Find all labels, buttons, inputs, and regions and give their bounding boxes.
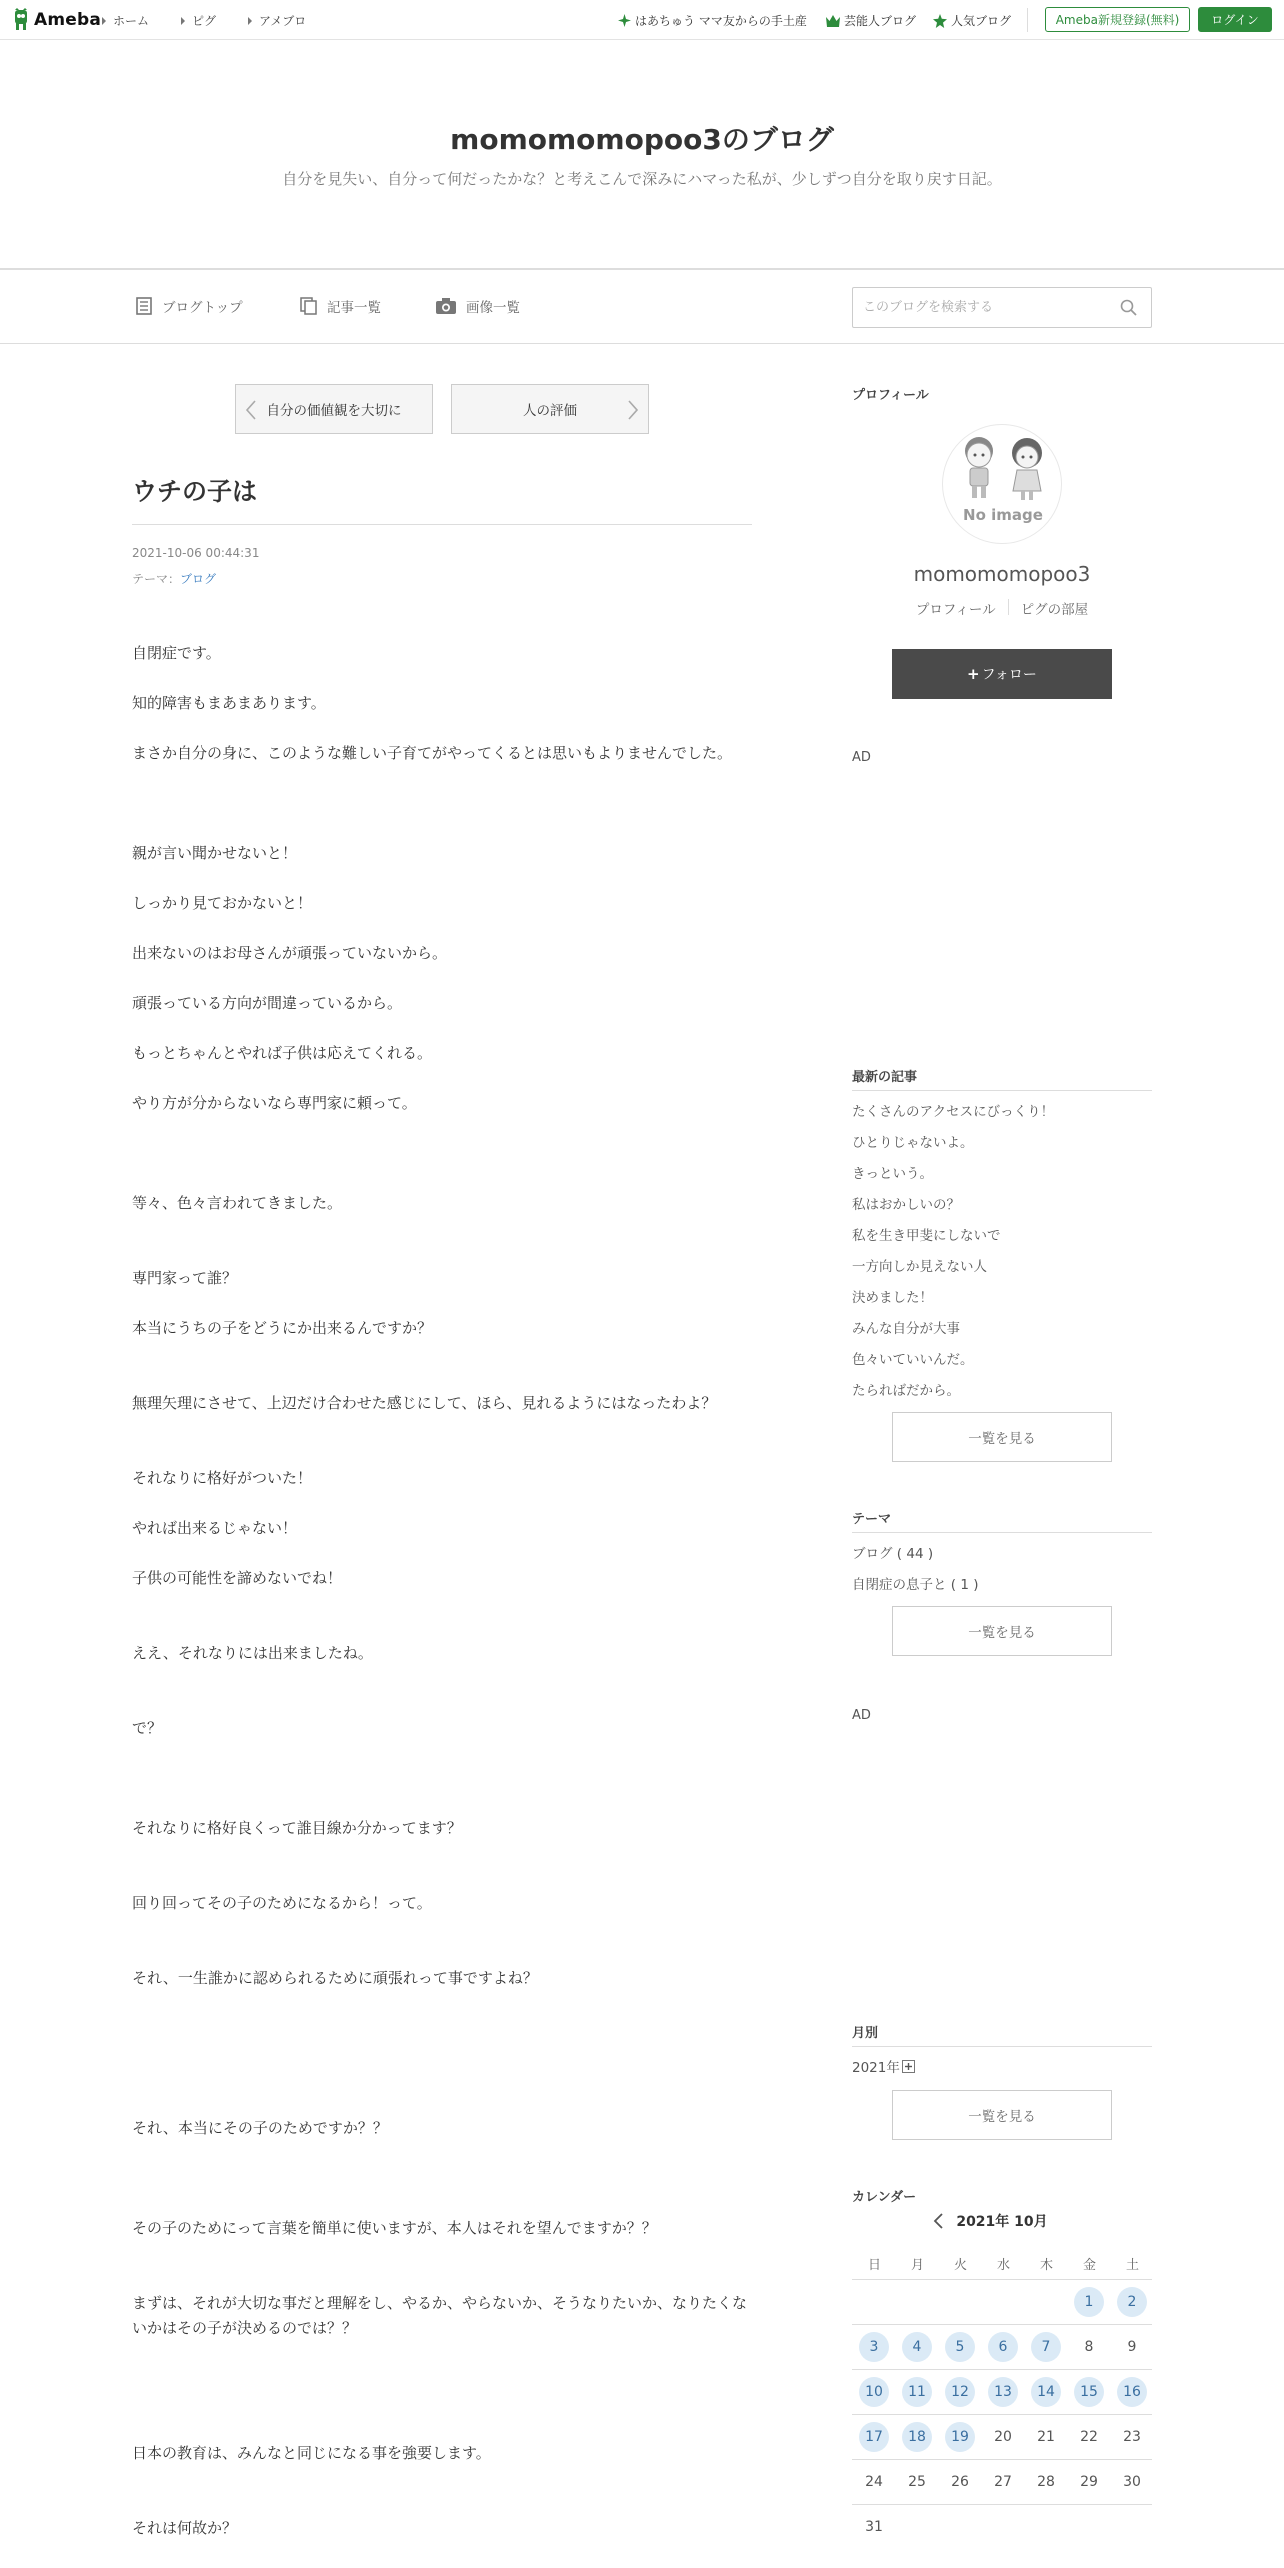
global-header: [0, 0, 1284, 40]
nav-entry-list[interactable]: [300, 296, 381, 316]
recent-entry-link[interactable]: 決めました！: [852, 1290, 933, 1306]
promo-link-celebrity[interactable]: [826, 12, 916, 29]
entry-date: 2021-10-06 00:44:31: [132, 546, 260, 560]
blog-description: 自分を見失い、自分って何だったかな？と考えこんで深みにハマった私が、少しずつ自分を取り戻す日記。: [282, 170, 1002, 188]
next-entry-button[interactable]: [451, 384, 649, 434]
global-nav-home[interactable]: [102, 12, 149, 29]
login-button[interactable]: ログイン: [1198, 7, 1272, 32]
recent-entry-link[interactable]: みんな自分が大事: [852, 1321, 960, 1337]
entry-paragraph: 出来ないのはお母さんが頑張っていないから。: [132, 944, 448, 962]
calendar-week-row: [852, 2370, 1152, 2415]
theme-link[interactable]: ブログ: [180, 572, 217, 586]
year-label: 2021年: [852, 2060, 900, 2076]
entry-paragraph: 子供の可能性を諦めないでね！: [132, 1569, 343, 1587]
calendar-heading: カレンダー: [852, 2190, 917, 2205]
blog-search-box: [852, 287, 1152, 328]
entry-paragraph: もっとちゃんとやれば子供は応えてくれる。: [132, 1044, 433, 1062]
calendar-day[interactable]: 7: [1031, 2332, 1061, 2362]
calendar-weekday: 水: [996, 2258, 1010, 2273]
calendar-day: 29: [1080, 2474, 1098, 2490]
global-nav-ameblo[interactable]: [248, 12, 306, 29]
entry-paragraph: 自閉症です。: [132, 644, 221, 662]
nav-label: アメブロ: [259, 14, 307, 28]
entry-theme: [132, 570, 216, 587]
theme-link[interactable]: ブログ ( 44 ): [852, 1546, 934, 1562]
entry-paragraph: その子のためにって言葉を簡単に使いますが、本人はそれを望んでますか？？: [132, 2219, 657, 2237]
caret-right-icon: [181, 17, 185, 25]
calendar-weekday: 日: [867, 2258, 881, 2273]
entry-paragraph: まずは、それが大切な事だと理解をし、やるか、やらないか、そうなりたいか、なりたくないかはその子が決めるのでは？？: [132, 2294, 748, 2337]
link-divider: [1008, 599, 1009, 615]
nav-label: ピグ: [192, 14, 217, 28]
title-divider: [132, 524, 752, 525]
entry-paragraph: ええ、それなりには出来ましたね。: [132, 1644, 373, 1662]
document-icon: [136, 297, 152, 315]
ad-label: AD: [852, 1708, 871, 1723]
calendar-weekday: 土: [1125, 2258, 1139, 2273]
calendar-day: 22: [1080, 2429, 1098, 2445]
prev-entry-button[interactable]: [235, 384, 433, 434]
nav-image-list[interactable]: [436, 296, 520, 316]
entry-paragraph: 無理矢理にさせて、上辺だけ合わせた感じにして、ほら、見れるようにはなったわよ？: [132, 1394, 717, 1412]
caret-right-icon: [102, 17, 106, 25]
recent-entries-heading: 最新の記事: [852, 1070, 918, 1085]
plus-icon: +: [967, 665, 980, 683]
calendar-day: 28: [1037, 2474, 1055, 2490]
calendar-day[interactable]: 5: [945, 2332, 975, 2362]
calendar-day: 23: [1123, 2429, 1141, 2445]
year-toggle[interactable]: [852, 2056, 915, 2076]
nav-item-label: 記事一覧: [327, 300, 381, 316]
calendar-day[interactable]: 13: [988, 2377, 1018, 2407]
nav-item-label: 画像一覧: [466, 300, 520, 316]
recent-entry-link[interactable]: 私を生き甲斐にしないで: [852, 1228, 1001, 1244]
monthly-more-button[interactable]: 一覧を見る: [892, 2090, 1112, 2140]
promo-label: はあちゅう ママ友からの手土産: [635, 14, 807, 28]
register-button[interactable]: Ameba新規登録(無料): [1045, 7, 1190, 32]
calendar-weekday: 月: [910, 2258, 924, 2273]
calendar-day: 24: [865, 2474, 883, 2490]
recent-entry-link[interactable]: 色々いていいんだ。: [852, 1352, 974, 1368]
next-entry-label: 人の評価: [523, 403, 577, 419]
entry-paragraph: それなりに格好良くって誰目線か分かってます？: [132, 1819, 462, 1837]
calendar-week-row: [852, 2415, 1152, 2460]
calendar-day[interactable]: 17: [859, 2422, 889, 2452]
profile-name[interactable]: momomomopoo3: [913, 562, 1091, 586]
blog-search-input[interactable]: [853, 288, 1103, 327]
crown-icon: [826, 15, 840, 27]
entry-paragraph: 本当にうちの子をどうにか出来るんですか？: [132, 1319, 433, 1337]
avatar-caption: No image: [963, 506, 1043, 524]
camera-icon: [436, 298, 456, 314]
monthly-heading: 月別: [852, 2026, 879, 2041]
calendar-day: 25: [908, 2474, 926, 2490]
calendar-day: 31: [865, 2519, 883, 2535]
calendar-day: 21: [1037, 2429, 1055, 2445]
ad-label: AD: [852, 750, 871, 765]
section-divider: [852, 1532, 1152, 1533]
calendar-day: 9: [1127, 2339, 1137, 2355]
entry-paragraph: 頑張っている方向が間違っているから。: [132, 994, 403, 1012]
entry-paragraph: で？: [132, 1719, 163, 1737]
recent-entry-link[interactable]: たくさんのアクセスにびっくり！: [852, 1104, 1055, 1120]
calendar-day: 8: [1084, 2339, 1094, 2355]
entry-paragraph: しっかり見ておかないと！: [132, 894, 313, 912]
entry-paragraph: 親が言い聞かせないと！: [132, 844, 298, 862]
section-divider: [852, 2046, 1152, 2047]
nav-label: ホーム: [113, 14, 150, 28]
blog-title[interactable]: momomomopoo3のブログ: [450, 123, 834, 156]
entry-paragraph: 等々、色々言われてきました。: [132, 1194, 343, 1212]
calendar-day[interactable]: 18: [902, 2422, 932, 2452]
follow-button[interactable]: [892, 649, 1112, 699]
star-icon: [933, 14, 947, 28]
calendar-day: 20: [994, 2429, 1012, 2445]
profile-links: [852, 598, 1152, 618]
calendar-week-row: [852, 2325, 1152, 2370]
profile-link[interactable]: プロフィール: [915, 602, 996, 618]
nav-blog-top[interactable]: [136, 296, 243, 316]
promo-label: 人気ブログ: [951, 14, 1012, 28]
recent-entry-link[interactable]: 私はおかしいの？: [852, 1197, 960, 1213]
calendar-day[interactable]: 15: [1074, 2377, 1104, 2407]
theme-more-button[interactable]: 一覧を見る: [892, 1606, 1112, 1656]
blog-header: [0, 40, 1284, 270]
entry-paragraph: それ、本当にその子のためですか？？: [132, 2119, 388, 2137]
blog-nav: [0, 270, 1284, 344]
calendar-day[interactable]: 12: [945, 2377, 975, 2407]
profile-heading: プロフィール: [852, 388, 929, 403]
global-nav-pigg[interactable]: [181, 12, 216, 29]
pig-room-link[interactable]: ピグの部屋: [1020, 602, 1089, 618]
copy-icon: [300, 297, 317, 315]
calendar-day: 30: [1123, 2474, 1141, 2490]
calendar-day[interactable]: 3: [859, 2332, 889, 2362]
calendar-weekday: 木: [1039, 2258, 1053, 2273]
calendar-month-label: 2021年 10月: [956, 2214, 1048, 2230]
calendar-weekday: 火: [953, 2258, 967, 2273]
recent-more-button[interactable]: 一覧を見る: [892, 1412, 1112, 1462]
entry-paragraph: それなりに格好がついた！: [132, 1469, 313, 1487]
follow-label: フォロー: [981, 667, 1037, 683]
promo-link-hachu[interactable]: [618, 12, 807, 29]
recent-entry-link[interactable]: 一方向しか見えない人: [852, 1259, 987, 1275]
recent-entry-link[interactable]: ひとりじゃないよ。: [852, 1135, 974, 1151]
global-nav: [102, 12, 338, 29]
entry-paragraph: やり方が分からないなら専門家に頼って。: [132, 1094, 417, 1112]
entry-paragraph: 専門家って誰？: [132, 1269, 238, 1287]
theme-heading: テーマ: [852, 1512, 892, 1527]
calendar-day[interactable]: 1: [1074, 2287, 1104, 2317]
logo-text: Ameba: [34, 10, 102, 30]
theme-link[interactable]: 自閉症の息子と ( 1 ): [852, 1577, 979, 1593]
entry-paragraph: 日本の教育は、みんなと同じになる事を強要します。: [132, 2444, 491, 2462]
calendar-day[interactable]: 19: [945, 2422, 975, 2452]
sparkle-icon: [618, 14, 631, 27]
calendar-day[interactable]: 16: [1117, 2377, 1147, 2407]
ameba-logo[interactable]: [12, 8, 101, 32]
calendar-day[interactable]: 11: [902, 2377, 932, 2407]
calendar-day[interactable]: 6: [988, 2332, 1018, 2362]
nav-item-label: ブログトップ: [162, 300, 243, 316]
chevron-right-icon: [626, 399, 640, 421]
entry-paragraph: それ、一生誰かに認められるために頑張れって事ですよね？: [132, 1969, 538, 1987]
entry-paragraph: それは何故か？: [132, 2519, 238, 2537]
calendar-day[interactable]: 2: [1117, 2287, 1147, 2317]
prev-entry-label: 自分の価値観を大切に: [266, 403, 402, 419]
calendar-week-row: [852, 2280, 1152, 2325]
calendar-day[interactable]: 10: [859, 2377, 889, 2407]
calendar-weekday-row: [852, 2244, 1152, 2280]
calendar-day[interactable]: 4: [902, 2332, 932, 2362]
entry-title[interactable]: ウチの子は: [132, 477, 258, 506]
caret-right-icon: [248, 17, 252, 25]
header-divider: [1027, 8, 1028, 32]
recent-entry-link[interactable]: たらればだから。: [852, 1383, 960, 1399]
calendar-day: 26: [951, 2474, 969, 2490]
calendar-day: 27: [994, 2474, 1012, 2490]
search-icon[interactable]: [1120, 299, 1137, 316]
recent-entry-link[interactable]: きっという。: [852, 1166, 933, 1182]
theme-prefix: テーマ：: [132, 572, 181, 586]
promo-label: 芸能人ブログ: [844, 14, 917, 28]
promo-link-popular[interactable]: [933, 12, 1011, 29]
entry-paragraph: やれば出来るじゃない！: [132, 1519, 298, 1537]
chevron-left-icon: [244, 399, 258, 421]
no-image-avatar-icon: [943, 425, 1062, 544]
calendar-week-row: [852, 2460, 1152, 2505]
avatar[interactable]: [942, 424, 1062, 544]
ameba-mascot-icon: [12, 8, 30, 32]
entry-paragraph: まさか自分の身に、このような難しい子育てがやってくるとは思いもよりませんでした。: [132, 744, 733, 762]
section-divider: [852, 1090, 1152, 1091]
calendar-week-row: [852, 2505, 1152, 2550]
entry-paragraph: 知的障害もまあまあります。: [132, 694, 326, 712]
calendar-day[interactable]: 14: [1031, 2377, 1061, 2407]
calendar-weekday: 金: [1082, 2258, 1096, 2273]
calendar-month-nav: [852, 2209, 1152, 2233]
expand-plus-icon[interactable]: [902, 2060, 915, 2073]
entry-paragraph: 回り回ってその子のためになるから！って。: [132, 1894, 432, 1912]
